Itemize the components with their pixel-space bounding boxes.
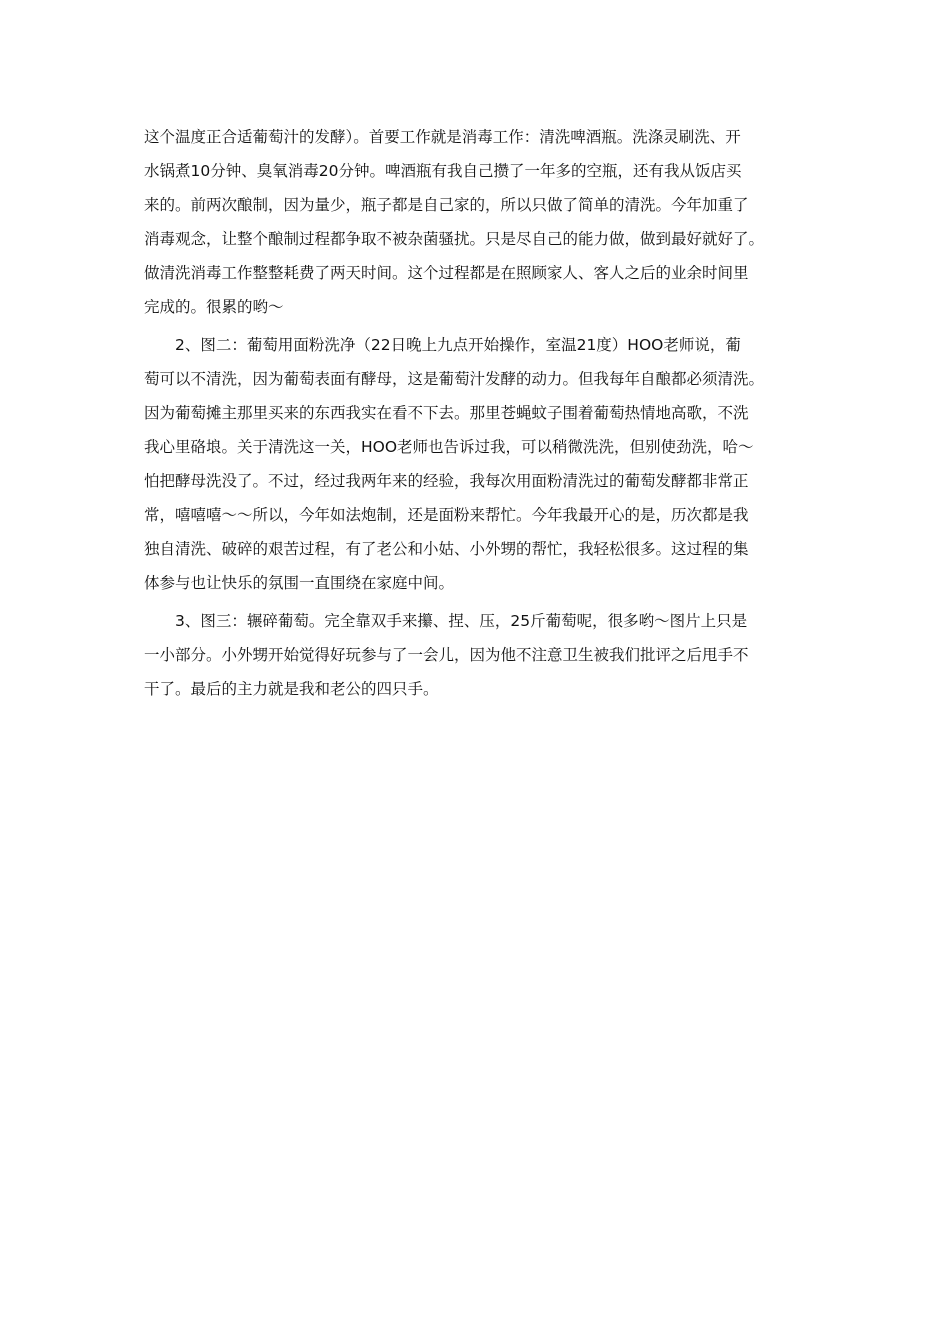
paragraph-line: 怕把酵母洗没了。不过，经过我两年来的经验，我每次用面粉清洗过的葡萄发酵都非常正: [144, 472, 749, 490]
paragraph-line: 一小部分。小外甥开始觉得好玩参与了一会儿，因为他不注意卫生被我们批评之后甩手不: [144, 646, 749, 664]
paragraph-line: 萄可以不清洗，因为葡萄表面有酵母，这是葡萄汁发酵的动力。但我每年自酿都必须清洗。: [144, 370, 765, 388]
document-body: [144, 120, 810, 710]
paragraph-line: 消毒观念，让整个酿制过程都争取不被杂菌骚扰。只是尽自己的能力做，做到最好就好了。: [144, 230, 765, 248]
paragraph-line: 水锅煮10分钟、臭氧消毒20分钟。啤酒瓶有我自己攒了一年多的空瓶，还有我从饭店买: [144, 162, 742, 180]
paragraph-crushing-grapes: [144, 604, 810, 706]
paragraph-line: 完成的。很累的哟～: [144, 298, 284, 316]
paragraph-line: 我心里硌埌。关于清洗这一关，HOO老师也告诉过我，可以稍微洗洗，但别使劲洗，哈～: [144, 438, 754, 456]
paragraph-disinfection: [144, 120, 810, 324]
paragraph-line: 这个温度正合适葡萄汁的发酵）。首要工作就是消毒工作：清洗啤酒瓶。洗涤灵刷洗、开: [144, 128, 741, 146]
paragraph-line: 独自清洗、破碎的艰苦过程，有了老公和小姑、小外甥的帮忙，我轻松很多。这过程的集: [144, 540, 749, 558]
paragraph-line: 体参与也让快乐的氛围一直围绕在家庭中间。: [144, 574, 455, 592]
paragraph-line: 常，嘻嘻嘻～～所以，今年如法炮制，还是面粉来帮忙。今年我最开心的是，历次都是我: [144, 506, 749, 524]
paragraph-line: 干了。最后的主力就是我和老公的四只手。: [144, 680, 439, 698]
paragraph-line: 做清洗消毒工作整整耗费了两天时间。这个过程都是在照顾家人、客人之后的业余时间里: [144, 264, 749, 282]
paragraph-line: 2、图二：葡萄用面粉洗净（22日晚上九点开始操作，室温21度）HOO老师说，葡: [175, 336, 741, 354]
paragraph-line: 来的。前两次酿制，因为量少，瓶子都是自己家的，所以只做了简单的清洗。今年加重了: [144, 196, 749, 214]
paragraph-washing-grapes: [144, 328, 810, 600]
paragraph-line: 3、图三：辗碎葡萄。完全靠双手来攥、捏、压，25斤葡萄呢，很多哟～图片上只是: [175, 612, 748, 630]
paragraph-line: 因为葡萄摊主那里买来的东西我实在看不下去。那里苍蝇蚊子围着葡萄热情地高歌，不洗: [144, 404, 749, 422]
